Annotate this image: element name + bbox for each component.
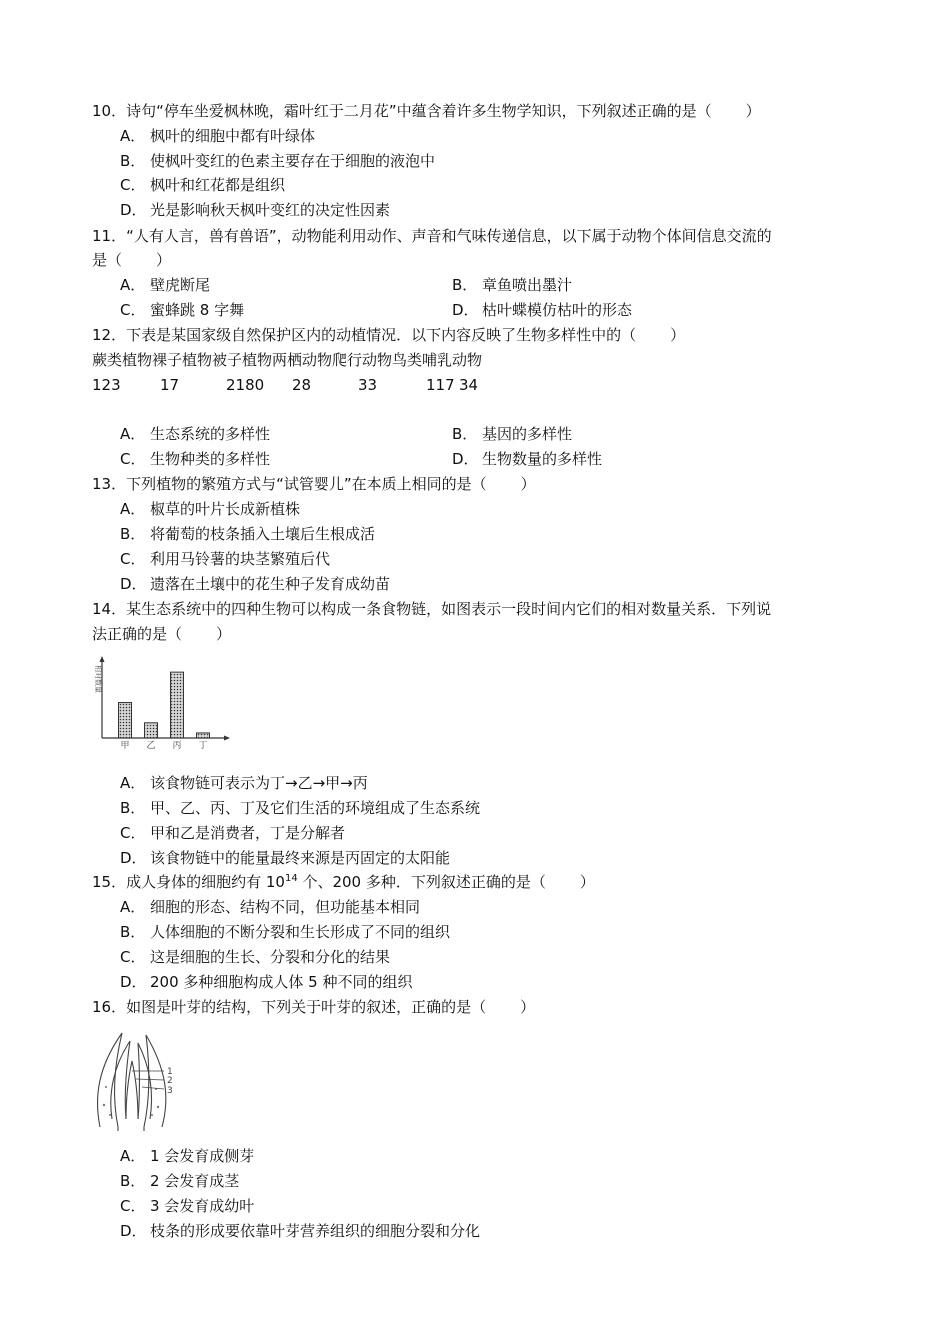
q12-table-cell: 28 [292, 376, 312, 394]
option-text: 蜜蜂跳 8 字舞 [150, 301, 245, 319]
option-label: D． [120, 1222, 147, 1240]
q15-option-c [120, 947, 390, 967]
q12-option-c [120, 449, 270, 469]
q16-option-a [120, 1146, 254, 1166]
option-label: B． [120, 799, 146, 817]
option-text: 枝条的形成要依靠叶芽营养组织的细胞分裂和分化 [150, 1222, 481, 1240]
option-text: 1 会发育成侧芽 [150, 1147, 255, 1165]
figure-label-3: 3 [167, 1086, 173, 1096]
q12-table-cell: 2180 [226, 376, 265, 394]
q15-stem [92, 872, 595, 892]
option-label: B． [452, 276, 478, 294]
option-label: A． [120, 898, 146, 916]
q12-table-cell: 117 [426, 376, 455, 394]
q14-option-b [120, 798, 480, 818]
option-label: B． [120, 923, 146, 941]
q13-stem [92, 474, 536, 494]
q10-option-d [120, 200, 390, 220]
option-label: D． [120, 575, 147, 593]
bar-3 [171, 672, 184, 738]
q12-table-cell: 34 [459, 376, 479, 394]
q13-option-d [120, 574, 390, 594]
q12-option-a [120, 424, 270, 444]
option-label: D． [120, 201, 147, 219]
q10-option-a [120, 126, 315, 146]
option-text: 枯叶蝶模仿枯叶的形态 [482, 301, 633, 319]
option-text: 生物数量的多样性 [482, 450, 603, 468]
option-label: C． [120, 176, 146, 194]
q10-option-c [120, 175, 285, 195]
option-label: A． [120, 1147, 146, 1165]
option-label: B． [120, 525, 146, 543]
category-label: 丙 [172, 741, 182, 751]
y-axis-label: 相对数量 [94, 665, 102, 693]
option-label: C． [120, 948, 146, 966]
option-text: 章鱼喷出墨汁 [482, 276, 573, 294]
x-axis-arrow [224, 736, 230, 741]
option-text: 细胞的形态、结构不同，但功能基本相同 [150, 898, 421, 916]
option-label: B． [452, 425, 478, 443]
option-label: A． [120, 127, 146, 145]
category-label: 乙 [146, 741, 156, 751]
q10-paren-close: ） [745, 102, 761, 120]
q12-option-b [452, 424, 572, 444]
q12-paren-close: ） [670, 326, 686, 344]
option-text: 利用马铃薯的块茎繁殖后代 [150, 550, 331, 568]
q16-stem [92, 997, 535, 1017]
option-text: 光是影响秋天枫叶变红的决定性因素 [150, 201, 391, 219]
q10-stem-text: 10．诗句“停车坐爱枫林晚，霜叶红于二月花”中蕴含着许多生物学知识，下列叙述正确的是（ [92, 102, 712, 120]
q15-option-d [120, 972, 412, 992]
q15-exponent: 14 [284, 873, 298, 884]
option-text: 这是细胞的生长、分裂和分化的结果 [150, 948, 391, 966]
q16-option-d [120, 1221, 480, 1241]
q13-option-a [120, 499, 300, 519]
q12-table-header: 蕨类植物裸子植物被子植物两栖动物爬行动物鸟类哺乳动物 [92, 351, 483, 369]
option-label: B． [120, 1172, 146, 1190]
option-text: 3 会发育成幼叶 [150, 1197, 255, 1215]
q11-stem-line2 [92, 250, 171, 270]
option-label: C． [120, 824, 146, 842]
q11-option-a [120, 275, 210, 295]
pointer-line-2 [136, 1079, 164, 1080]
q15-stem-text: 15．成人身体的细胞约有 10 [92, 873, 285, 891]
option-label: D． [452, 450, 479, 468]
category-label: 甲 [120, 741, 130, 751]
option-text: 将葡萄的枝条插入土壤后生根成活 [150, 525, 376, 543]
option-text: 枫叶的细胞中都有叶绿体 [150, 127, 316, 145]
option-text: 枫叶和红花都是组织 [150, 176, 286, 194]
q12-stem [92, 325, 685, 345]
option-label: D． [452, 301, 479, 319]
q13-option-c [120, 549, 330, 569]
option-label: C． [120, 1197, 146, 1215]
q15-stem-text-2: 个、200 多种．下列叙述正确的是（ [297, 873, 546, 891]
q13-stem-text: 13．下列植物的繁殖方式与“试管婴儿”在本质上相同的是（ [92, 475, 487, 493]
option-text: 壁虎断尾 [150, 276, 211, 294]
q16-option-c [120, 1196, 254, 1216]
q13-paren-close: ） [520, 475, 536, 493]
category-label: 丁 [198, 741, 208, 751]
q15-option-b [120, 922, 450, 942]
figure-label-2: 2 [167, 1076, 173, 1086]
option-text: 遗落在土壤中的花生种子发育成幼苗 [150, 575, 391, 593]
option-text: 200 多种细胞构成人体 5 种不同的组织 [150, 973, 413, 991]
pointer-line-3 [142, 1087, 164, 1089]
q12-table-cell: 33 [358, 376, 378, 394]
option-label: B． [120, 152, 146, 170]
option-text: 使枫叶变红的色素主要存在于细胞的液泡中 [150, 152, 436, 170]
q15-option-a [120, 897, 420, 917]
q16-option-b [120, 1171, 239, 1191]
option-label: C． [120, 550, 146, 568]
option-text: 基因的多样性 [482, 425, 573, 443]
figure-label-1: 1 [167, 1067, 173, 1077]
option-text: 椒草的叶片长成新植株 [150, 500, 301, 518]
q12-table-cell: 123 [92, 376, 121, 394]
q14-option-c [120, 823, 345, 843]
option-text: 生态系统的多样性 [150, 425, 271, 443]
option-label: A． [120, 425, 146, 443]
q13-option-b [120, 524, 375, 544]
option-label: C． [120, 450, 146, 468]
option-text: 该食物链中的能量最终来源是丙固定的太阳能 [150, 849, 451, 867]
option-label: D． [120, 973, 147, 991]
option-text: 甲和乙是消费者，丁是分解者 [150, 824, 346, 842]
q14-stem-text: 法正确的是（ [92, 625, 183, 643]
bar-2 [145, 723, 158, 738]
q15-paren-close: ） [579, 873, 595, 891]
option-label: A． [120, 500, 146, 518]
bar-4 [197, 733, 210, 738]
q14-option-d [120, 848, 450, 868]
q12-table-cell: 17 [160, 376, 180, 394]
q11-stem-text: 是（ [92, 251, 123, 269]
option-label: C． [120, 301, 146, 319]
q14-stem-line2 [92, 624, 231, 644]
q16-stem-text: 16．如图是叶芽的结构，下列关于叶芽的叙述，正确的是（ [92, 998, 487, 1016]
q12-option-d [452, 449, 602, 469]
option-text: 该食物链可表示为丁→乙→甲→丙 [150, 774, 368, 792]
option-text: 甲、乙、丙、丁及它们生活的环境组成了生态系统 [150, 799, 481, 817]
bar-1 [119, 703, 132, 738]
q14-bar-chart [92, 655, 232, 750]
option-label: A． [120, 774, 146, 792]
y-axis-arrow [100, 656, 105, 662]
q10-stem [92, 101, 761, 121]
q14-paren-close: ） [216, 625, 232, 643]
q12-stem-text: 12．下表是某国家级自然保护区内的动植情况．以下内容反映了生物多样性中的（ [92, 326, 637, 344]
q16-paren-close: ） [520, 998, 536, 1016]
option-text: 人体细胞的不断分裂和生长形成了不同的组织 [150, 923, 451, 941]
option-label: D． [120, 849, 147, 867]
option-label: A． [120, 276, 146, 294]
q11-option-c [120, 300, 244, 320]
q14-stem-line1: 14．某生态系统中的四种生物可以构成一条食物链，如图表示一段时间内它们的相对数量关系．下列说 [92, 600, 772, 618]
q11-paren-close: ） [156, 251, 172, 269]
q14-option-a [120, 773, 368, 793]
q11-option-d [452, 300, 632, 320]
q10-option-b [120, 151, 435, 171]
q11-stem-line1: 11．“人有人言，兽有兽语”，动物能利用动作、声音和气味传递信息，以下属于动物个体间信息交流的 [92, 227, 772, 245]
leaf-bud-figure [92, 1027, 192, 1132]
option-text: 2 会发育成茎 [150, 1172, 240, 1190]
option-text: 生物种类的多样性 [150, 450, 271, 468]
q11-option-b [452, 275, 572, 295]
